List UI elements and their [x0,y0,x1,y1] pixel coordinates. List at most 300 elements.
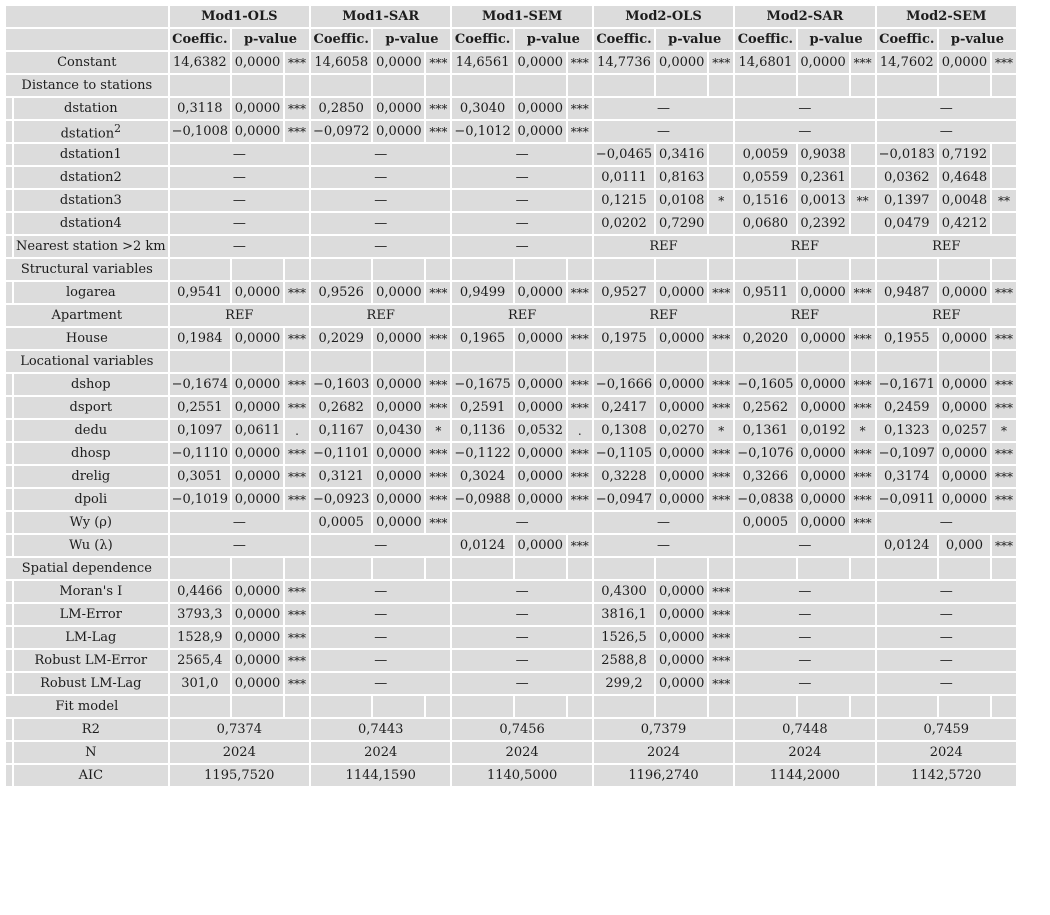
coefficient-cell: −0,0183 [877,144,937,165]
table-row [6,167,1016,188]
significance-cell: *** [285,282,309,303]
empty-cell [426,351,450,372]
not-applicable-cell: — [311,673,450,694]
p-value-cell: 0,0000 [656,489,707,510]
coefficient-cell: −0,1076 [735,443,795,464]
row-label-text: dpoli [74,492,108,507]
coefficient-cell: −0,1101 [311,443,371,464]
coefficient-cell: 0,1308 [594,420,654,441]
empty-cell [594,259,654,280]
significance-cell: *** [568,489,592,510]
table-row [6,397,1016,418]
not-applicable-cell: — [311,627,450,648]
indent-cell [6,604,12,625]
table-row [6,650,1016,671]
p-value-cell: 0,0000 [373,374,424,395]
significance-cell: *** [568,52,592,73]
coefficient-cell: 0,2417 [594,397,654,418]
results-table-wrapper [4,4,1018,788]
p-value-cell: 0,0000 [515,52,566,73]
p-value-cell: 0,0013 [798,190,849,211]
coefficient-cell: −0,0923 [311,489,371,510]
empty-cell [373,696,424,717]
empty-cell [170,558,230,579]
empty-cell [285,558,309,579]
row-label-text: House [65,331,108,346]
subheader-coef: Coeffic. [170,29,230,50]
not-applicable-cell: — [311,144,450,165]
row-label-text: LM-Lag [65,630,117,645]
reference-cell: REF [877,236,1016,257]
coefficient-cell: 14,6561 [452,52,512,73]
significance-cell: *** [709,581,733,602]
coefficient-cell: 1528,9 [170,627,230,648]
row-label [14,650,168,671]
value-cell: 2024 [452,742,591,763]
indent-cell [6,397,12,418]
coefficient-cell: 0,3024 [452,466,512,487]
not-applicable-cell: — [311,167,450,188]
empty-cell [373,259,424,280]
significance-cell: *** [992,535,1016,556]
empty-cell [709,259,733,280]
empty-cell [311,558,371,579]
p-value-cell: 0,0000 [232,489,283,510]
coefficient-cell: −0,1012 [452,121,512,142]
p-value-cell: 0,0000 [656,581,707,602]
significance-cell: * [426,420,450,441]
row-label [14,420,168,441]
significance-cell: *** [568,535,592,556]
coefficient-cell: −0,1675 [452,374,512,395]
coefficient-cell: 0,3040 [452,98,512,119]
value-cell: 0,7374 [170,719,309,740]
not-applicable-cell: — [735,535,874,556]
coefficient-cell: 0,2029 [311,328,371,349]
significance-cell: * [709,420,733,441]
coefficient-cell: 0,3051 [170,466,230,487]
coefficient-cell: −0,1019 [170,489,230,510]
not-applicable-cell: — [452,650,591,671]
coefficient-cell: 0,1361 [735,420,795,441]
p-value-cell: 0,0000 [515,443,566,464]
coefficient-cell: 0,1215 [594,190,654,211]
significance-cell: ** [851,190,875,211]
empty-cell [452,259,512,280]
reference-cell: REF [594,305,733,326]
reference-cell: REF [594,236,733,257]
subheader-coef: Coeffic. [735,29,795,50]
empty-cell [992,696,1016,717]
significance-cell: *** [851,443,875,464]
coefficient-cell: −0,1122 [452,443,512,464]
significance-cell: ** [992,190,1016,211]
indent-cell [6,466,12,487]
significance-cell: *** [568,374,592,395]
coefficient-cell: 0,3266 [735,466,795,487]
not-applicable-cell: — [311,213,450,234]
empty-cell [709,351,733,372]
section-row [6,75,1016,96]
p-value-cell: 0,0000 [232,443,283,464]
row-label [14,581,168,602]
empty-cell [798,696,849,717]
row-label [14,673,168,694]
row-label [14,627,168,648]
row-label-text: AIC [78,768,104,783]
significance-cell: *** [426,397,450,418]
empty-cell [426,558,450,579]
value-cell: 0,7443 [311,719,450,740]
not-applicable-cell: — [170,535,309,556]
regression-results-table [4,4,1018,788]
section-label: Fit model [6,696,168,717]
model-header-mod1-sar: Mod1-SAR [311,6,450,27]
not-applicable-cell: — [452,627,591,648]
p-value-cell: 0,8163 [656,167,707,188]
significance-cell: *** [285,650,309,671]
model-header-mod1-ols: Mod1-OLS [170,6,309,27]
not-applicable-cell: — [311,604,450,625]
empty-cell [515,558,566,579]
not-applicable-cell: — [877,581,1016,602]
row-label [14,443,168,464]
significance-cell: *** [992,52,1016,73]
not-applicable-cell: — [594,512,733,533]
not-applicable-cell: — [170,144,309,165]
coefficient-cell: 0,9487 [877,282,937,303]
p-value-cell: 0,0000 [232,466,283,487]
p-value-cell: 0,0257 [939,420,990,441]
p-value-cell: 0,2392 [798,213,849,234]
empty-cell [798,75,849,96]
p-value-cell: 0,0000 [232,673,283,694]
indent-cell [6,673,12,694]
empty-cell [311,75,371,96]
table-row [6,765,1016,786]
significance-cell: *** [851,512,875,533]
significance-cell [709,167,733,188]
p-value-cell: 0,0611 [232,420,283,441]
row-label [14,167,168,188]
subheader-pvalue: p-value [373,29,450,50]
table-row [6,374,1016,395]
value-cell: 1144,1590 [311,765,450,786]
p-value-cell: 0,0000 [939,466,990,487]
significance-cell: *** [285,604,309,625]
p-value-cell: 0,4648 [939,167,990,188]
row-label-text: Apartment [51,308,123,323]
significance-cell: *** [426,466,450,487]
empty-cell [170,75,230,96]
p-value-cell: 0,4212 [939,213,990,234]
subheader-coef: Coeffic. [594,29,654,50]
row-label [14,765,168,786]
p-value-cell: 0,0000 [515,282,566,303]
coefficient-cell: 0,1975 [594,328,654,349]
empty-cell [992,75,1016,96]
coefficient-cell: −0,1097 [877,443,937,464]
not-applicable-cell: — [877,98,1016,119]
coefficient-cell: −0,1605 [735,374,795,395]
empty-cell [426,696,450,717]
row-label-text: Robust LM-Error [34,653,148,668]
not-applicable-cell: — [452,144,591,165]
coefficient-cell: 0,2562 [735,397,795,418]
coefficient-cell: 0,1167 [311,420,371,441]
coefficient-cell: −0,1671 [877,374,937,395]
significance-cell: *** [992,282,1016,303]
coefficient-cell: −0,1674 [170,374,230,395]
significance-cell: *** [709,52,733,73]
empty-cell [992,558,1016,579]
p-value-cell: 0,0000 [939,52,990,73]
empty-cell [515,259,566,280]
value-cell: 1195,7520 [170,765,309,786]
table-row [6,489,1016,510]
empty-cell [735,351,795,372]
coefficient-cell: 301,0 [170,673,230,694]
row-label-text: dstation3 [59,193,122,208]
value-cell: 2024 [735,742,874,763]
significance-cell: *** [426,282,450,303]
significance-cell: * [992,420,1016,441]
not-applicable-cell: — [877,627,1016,648]
significance-cell: *** [568,443,592,464]
significance-cell: *** [426,52,450,73]
significance-cell: *** [426,512,450,533]
row-label [14,489,168,510]
significance-cell [851,213,875,234]
empty-cell [515,351,566,372]
value-cell: 0,7456 [452,719,591,740]
significance-cell: *** [285,98,309,119]
value-cell: 0,7448 [735,719,874,740]
significance-cell [992,144,1016,165]
row-label-text: logarea [65,285,116,300]
indent-cell [6,121,12,142]
significance-cell: *** [285,52,309,73]
not-applicable-cell: — [452,167,591,188]
p-value-cell: 0,0000 [373,98,424,119]
reference-cell: REF [170,305,309,326]
significance-cell [992,213,1016,234]
indent-cell [6,535,12,556]
subheader-pvalue: p-value [939,29,1016,50]
coefficient-cell: 0,2682 [311,397,371,418]
empty-cell [285,696,309,717]
table-row [6,213,1016,234]
coefficient-cell: 0,9541 [170,282,230,303]
table-row [6,144,1016,165]
empty-cell [452,558,512,579]
significance-cell: *** [285,673,309,694]
p-value-cell: 0,0000 [656,466,707,487]
row-label-text: Wy (ρ) [69,515,112,530]
empty-cell [877,259,937,280]
section-row [6,696,1016,717]
row-label [14,512,168,533]
p-value-cell: 0,0000 [515,466,566,487]
coefficient-cell: 0,3228 [594,466,654,487]
p-value-cell: 0,0000 [232,328,283,349]
significance-cell: *** [568,466,592,487]
p-value-cell: 0,2361 [798,167,849,188]
row-label-text: dstation2 [59,170,122,185]
coefficient-cell: −0,0465 [594,144,654,165]
empty-cell [232,558,283,579]
significance-cell: *** [709,443,733,464]
row-label [6,305,168,326]
not-applicable-cell: — [877,650,1016,671]
table-row [6,121,1016,142]
p-value-cell: 0,0000 [798,397,849,418]
empty-cell [568,558,592,579]
indent-cell [6,742,12,763]
value-cell: 0,7459 [877,719,1016,740]
empty-cell [877,696,937,717]
significance-cell: *** [568,98,592,119]
empty-cell [285,75,309,96]
empty-cell [939,351,990,372]
empty-cell [798,558,849,579]
p-value-cell: 0,0000 [515,121,566,142]
subheader-coef: Coeffic. [877,29,937,50]
row-label-text: Robust LM-Lag [40,676,142,691]
coefficient-cell: 0,0479 [877,213,937,234]
empty-cell [311,259,371,280]
not-applicable-cell: — [452,604,591,625]
row-label [6,52,168,73]
p-value-cell: 0,0000 [798,282,849,303]
p-value-cell: 0,0270 [656,420,707,441]
empty-cell [170,696,230,717]
significance-cell: *** [851,489,875,510]
empty-cell [656,75,707,96]
row-label-text: LM-Error [59,607,122,622]
row-label [14,719,168,740]
coefficient-cell: 0,3121 [311,466,371,487]
p-value-cell: 0,0000 [656,443,707,464]
significance-cell: *** [426,121,450,142]
section-row [6,259,1016,280]
empty-cell [426,75,450,96]
value-cell: 1140,5000 [452,765,591,786]
empty-cell [452,696,512,717]
row-label-text: Nearest station >2 km [16,239,166,254]
empty-cell [232,259,283,280]
section-label: Distance to stations [6,75,168,96]
significance-cell: *** [285,397,309,418]
p-value-cell: 0,0000 [373,121,424,142]
table-row [6,52,1016,73]
significance-cell: *** [851,466,875,487]
empty-cell [452,351,512,372]
p-value-cell: 0,0048 [939,190,990,211]
coefficient-cell: 0,1965 [452,328,512,349]
row-label [14,397,168,418]
p-value-cell: 0,0000 [939,397,990,418]
row-label [14,236,168,257]
significance-cell: *** [285,466,309,487]
empty-cell [851,351,875,372]
p-value-cell: 0,0000 [373,397,424,418]
p-value-cell: 0,0000 [939,282,990,303]
p-value-cell: 0,0000 [373,466,424,487]
coefficient-cell: 0,2020 [735,328,795,349]
coefficient-cell: 0,0202 [594,213,654,234]
p-value-cell: 0,0000 [939,374,990,395]
coefficient-cell: 0,9526 [311,282,371,303]
significance-cell: *** [285,627,309,648]
model-header-mod1-sem: Mod1-SEM [452,6,591,27]
section-label: Spatial dependence [6,558,168,579]
table-row [6,627,1016,648]
row-label-text: R2 [81,722,100,737]
indent-cell [6,374,12,395]
p-value-cell: 0,0000 [373,282,424,303]
coefficient-cell: −0,1110 [170,443,230,464]
not-applicable-cell: — [877,121,1016,142]
table-row [6,236,1016,257]
empty-cell [594,351,654,372]
significance-cell: *** [851,52,875,73]
value-cell: 1144,2000 [735,765,874,786]
empty-cell [656,351,707,372]
not-applicable-cell: — [452,581,591,602]
row-label [14,144,168,165]
not-applicable-cell: — [170,190,309,211]
table-row [6,328,1016,349]
row-label-text: dsport [69,400,113,415]
section-row [6,558,1016,579]
significance-cell: *** [285,374,309,395]
significance-cell: *** [709,328,733,349]
row-label [14,213,168,234]
p-value-cell: 0,0108 [656,190,707,211]
empty-cell [992,351,1016,372]
indent-cell [6,213,12,234]
row-label-text: dstation4 [59,216,122,231]
significance-cell: *** [992,443,1016,464]
coefficient-cell: 0,1097 [170,420,230,441]
p-value-cell: 0,0000 [798,466,849,487]
p-value-cell: 0,0000 [232,282,283,303]
indent-cell [6,443,12,464]
empty-cell [373,558,424,579]
coefficient-cell: −0,1105 [594,443,654,464]
value-cell: 1142,5720 [877,765,1016,786]
section-label: Structural variables [6,259,168,280]
coefficient-cell: 1526,5 [594,627,654,648]
empty-cell [170,259,230,280]
p-value-cell: 0,0000 [656,282,707,303]
coefficient-cell: −0,0911 [877,489,937,510]
value-cell: 2024 [311,742,450,763]
p-value-cell: 0,0000 [373,512,424,533]
indent-cell [6,650,12,671]
subheader-pvalue: p-value [515,29,592,50]
header-row-models [6,6,1016,27]
empty-cell [798,259,849,280]
not-applicable-cell: — [452,213,591,234]
p-value-cell: 0,0000 [232,627,283,648]
empty-cell [311,696,371,717]
row-label-text: dstation [60,126,115,142]
significance-cell: *** [709,397,733,418]
coefficient-cell: 0,1136 [452,420,512,441]
indent-cell [6,190,12,211]
